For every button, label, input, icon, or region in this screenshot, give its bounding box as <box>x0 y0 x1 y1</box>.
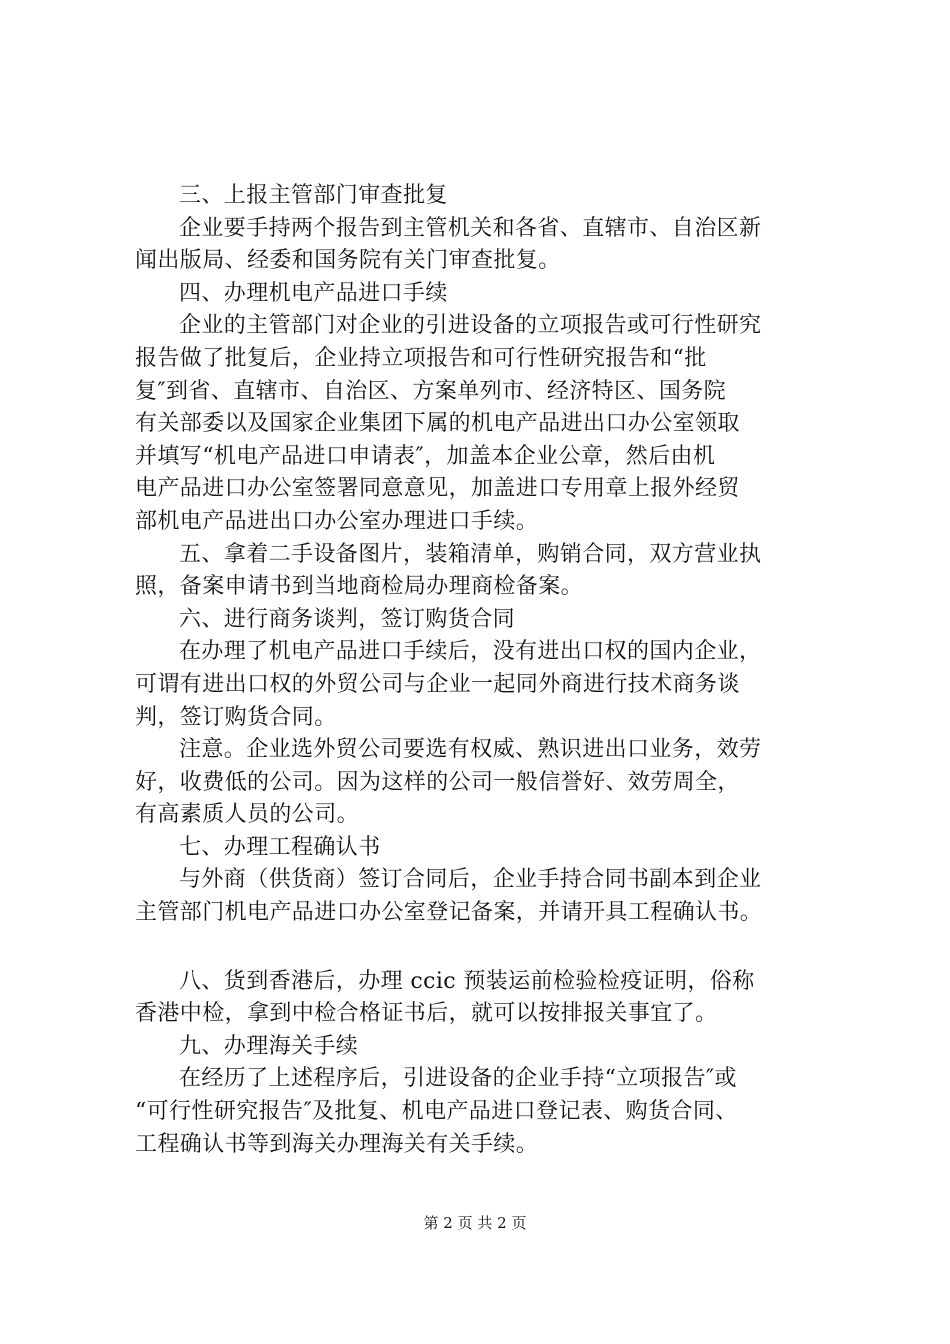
text-line: 四、办理机电产品进口手续 <box>179 280 448 306</box>
page-footer <box>0 1213 950 1233</box>
text-line: 七、办理工程确认书 <box>179 834 381 860</box>
text-line: 八、货到香港后，办理 ccic 预装运前检验检疫证明，俗称 <box>179 968 755 994</box>
page-number-label: 第 2 页 共 2 页 <box>423 1214 527 1232</box>
document-body <box>135 180 847 1161</box>
document-section-customs <box>135 966 847 1162</box>
text-line: 部机电产品进出口办公室办理进口手续。 <box>135 508 539 534</box>
text-line: 闻出版局、经委和国务院有关门审查批复。 <box>135 248 561 274</box>
text-line: 注意。企业选外贸公司要选有权威、熟识进出口业务，效劳 <box>179 737 762 763</box>
text-line: 可谓有进出口权的外贸公司与企业一起同外商进行技术商务谈 <box>135 671 740 697</box>
text-line: 企业要手持两个报告到主管机关和各省、直辖市、自治区新 <box>179 215 762 241</box>
text-line: 好，收费低的公司。因为这样的公司一般信誉好、效劳周全， <box>135 769 740 795</box>
text-line: 并填写“机电产品进口申请表″，加盖本企业公章，然后由机 <box>135 443 716 469</box>
text-line: 六、进行商务谈判，签订购货合同 <box>179 606 516 632</box>
document-section-main <box>135 180 847 930</box>
text-line: 企业的主管部门对企业的引进设备的立项报告或可行性研究 <box>179 313 762 339</box>
text-line: 与外商（供货商）签订合同后，企业手持合同书副本到企业 <box>179 867 762 893</box>
text-line: 电产品进口办公室签署同意意见，加盖进口专用章上报外经贸 <box>135 476 740 502</box>
text-line: 在经历了上述程序后，引进设备的企业手持“立项报告″或 <box>179 1066 737 1092</box>
text-line: 照，备案申请书到当地商检局办理商检备案。 <box>135 574 584 600</box>
text-line: 五、拿着二手设备图片，装箱清单，购销合同，双方营业执 <box>179 541 762 567</box>
text-line: 判，签订购货合同。 <box>135 704 337 730</box>
text-line: “可行性研究报告″及批复、机电产品进口登记表、购货合同、 <box>135 1099 738 1125</box>
text-line: 主管部门机电产品进口办公室登记备案，并请开具工程确认书。 <box>135 900 763 926</box>
text-line: 报告做了批复后，企业持立项报告和可行性研究报告和“批 <box>135 345 707 371</box>
text-line: 有关部委以及国家企业集团下属的机电产品进出口办公室领取 <box>135 411 740 437</box>
text-line: 九、办理海关手续 <box>179 1033 359 1059</box>
text-line: 香港中检，拿到中检合格证书后，就可以按排报关事宜了。 <box>135 1001 718 1027</box>
section-spacer <box>135 930 847 966</box>
text-line: 三、上报主管部门审查批复 <box>179 183 448 208</box>
text-line: 复″到省、直辖市、自治区、方案单列市、经济特区、国务院 <box>135 378 727 404</box>
text-line: 有高素质人员的公司。 <box>135 802 360 828</box>
text-line: 工程确认书等到海关办理海关有关手续。 <box>135 1131 539 1157</box>
text-line: 在办理了机电产品进口手续后，没有进出口权的国内企业， <box>179 639 762 665</box>
